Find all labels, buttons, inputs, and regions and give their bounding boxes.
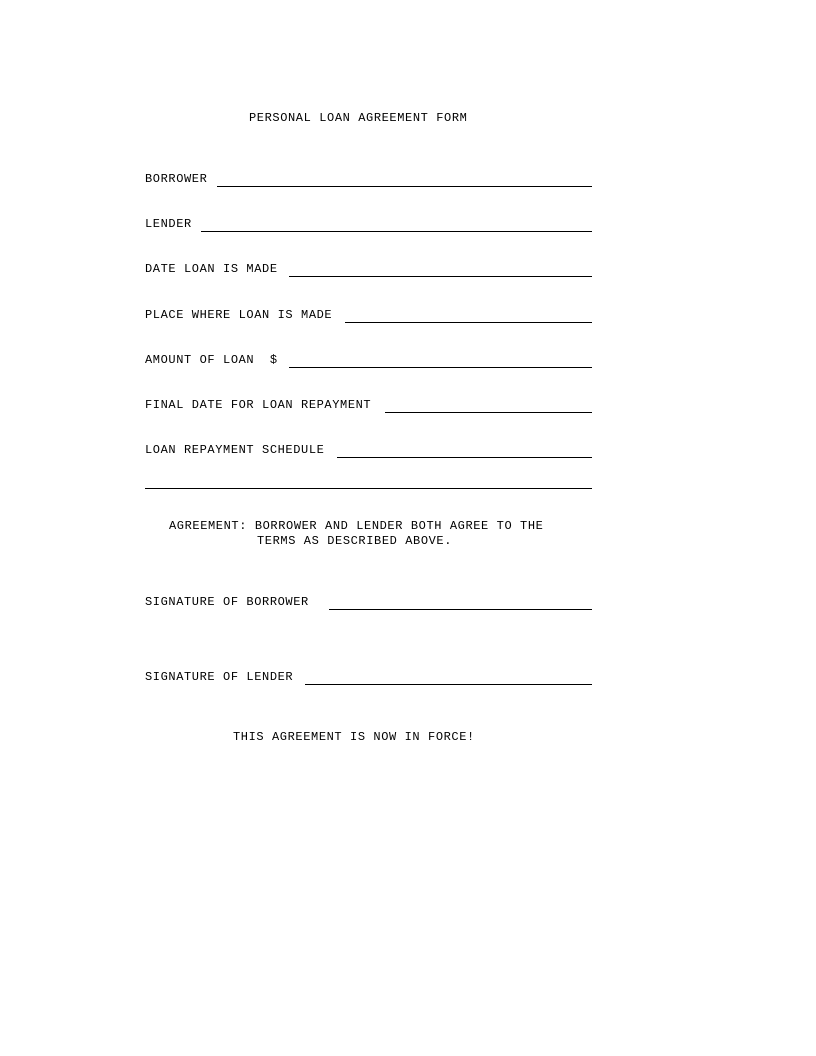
- agreement-statement-line1: AGREEMENT: BORROWER AND LENDER BOTH AGREE TO THE: [169, 519, 544, 533]
- date-loan-made-field[interactable]: [289, 276, 592, 277]
- lender-field[interactable]: [201, 231, 592, 232]
- lender-label: LENDER: [145, 217, 192, 231]
- repayment-schedule-field-continued[interactable]: [145, 488, 592, 489]
- agreement-statement-line2: TERMS AS DESCRIBED ABOVE.: [257, 534, 453, 548]
- borrower-signature-field[interactable]: [329, 609, 592, 610]
- agreement-in-force-notice: THIS AGREEMENT IS NOW IN FORCE!: [233, 730, 475, 744]
- borrower-label: BORROWER: [145, 172, 208, 186]
- date-loan-made-label: DATE LOAN IS MADE: [145, 262, 278, 276]
- place-loan-made-field[interactable]: [345, 322, 592, 323]
- document-title: PERSONAL LOAN AGREEMENT FORM: [249, 111, 468, 125]
- amount-of-loan-field[interactable]: [289, 367, 592, 368]
- place-loan-made-label: PLACE WHERE LOAN IS MADE: [145, 308, 333, 322]
- borrower-signature-label: SIGNATURE OF BORROWER: [145, 595, 309, 609]
- amount-of-loan-label: AMOUNT OF LOAN $: [145, 353, 278, 367]
- repayment-schedule-field[interactable]: [337, 457, 592, 458]
- borrower-field[interactable]: [217, 186, 592, 187]
- lender-signature-label: SIGNATURE OF LENDER: [145, 670, 294, 684]
- repayment-schedule-label: LOAN REPAYMENT SCHEDULE: [145, 443, 325, 457]
- lender-signature-field[interactable]: [305, 684, 592, 685]
- final-repayment-date-field[interactable]: [385, 412, 592, 413]
- final-repayment-date-label: FINAL DATE FOR LOAN REPAYMENT: [145, 398, 372, 412]
